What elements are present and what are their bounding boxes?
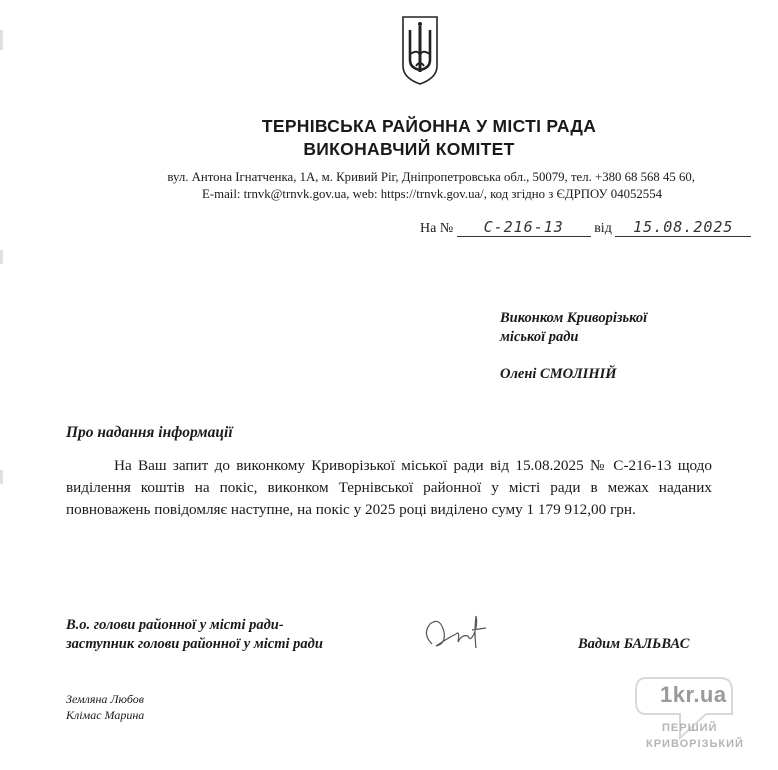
watermark-site: 1kr.ua (660, 682, 727, 707)
trident-emblem-icon (400, 14, 440, 86)
recipient-name: Олені СМОЛІНІЙ (500, 366, 617, 382)
org-name-line2: ВИКОНАВЧИЙ КОМІТЕТ (303, 139, 515, 159)
contacts-line: E-mail: trnvk@trnvk.gov.ua, web: https://trnvk.gov.ua/, код згідно з ЄДРПОУ 04052554 (202, 187, 662, 201)
executor-name-2: Клімас Марина (66, 708, 145, 722)
scan-artifact (0, 470, 3, 484)
letter-body: На Ваш запит до виконкому Криворізької міської ради від 15.08.2025 № С-216-13 щодо виділення коштів на покіс, виконком Тернівської районної у місті ради в межах наданих повноважень повідомляє наступне, на покіс у 2025 році виділено суму 1 179 912,00 грн. (66, 457, 712, 518)
recipient-org-line2: міської ради (500, 329, 579, 345)
signatory-name: Вадим БАЛЬВАС (578, 636, 690, 652)
watermark-line2: КРИВОРІЗЬКИЙ (646, 738, 744, 750)
watermark-line1: ПЕРШИЙ (662, 722, 718, 734)
address-line1: вул. Антона Ігнатченка, 1А, м. Кривий Ріг, Дніпропетровська обл., 50079, тел. +380 68 568 45 60, (167, 170, 695, 184)
signatory-title-line2: заступник голови районної у місті ради (66, 636, 323, 652)
subject-line: Про надання інформації (66, 424, 233, 441)
scan-artifact (0, 30, 3, 50)
recipient-org-line1: Виконком Криворізької (500, 310, 648, 326)
ref-number-label: На № (420, 221, 454, 236)
handwritten-signature (418, 608, 498, 658)
org-name-line1: ТЕРНІВСЬКА РАЙОННА У МІСТІ РАДА (261, 116, 597, 136)
ref-number-value: С-216-13 (457, 218, 591, 237)
ref-date-value: 15.08.2025 (615, 218, 751, 237)
ref-date-label: від (594, 221, 612, 236)
signatory-title-line1: В.о. голови районної у місті ради- (66, 617, 284, 633)
reference-line (420, 218, 751, 237)
scan-artifact (0, 250, 3, 264)
executor-name-1: Земляна Любов (66, 692, 144, 706)
